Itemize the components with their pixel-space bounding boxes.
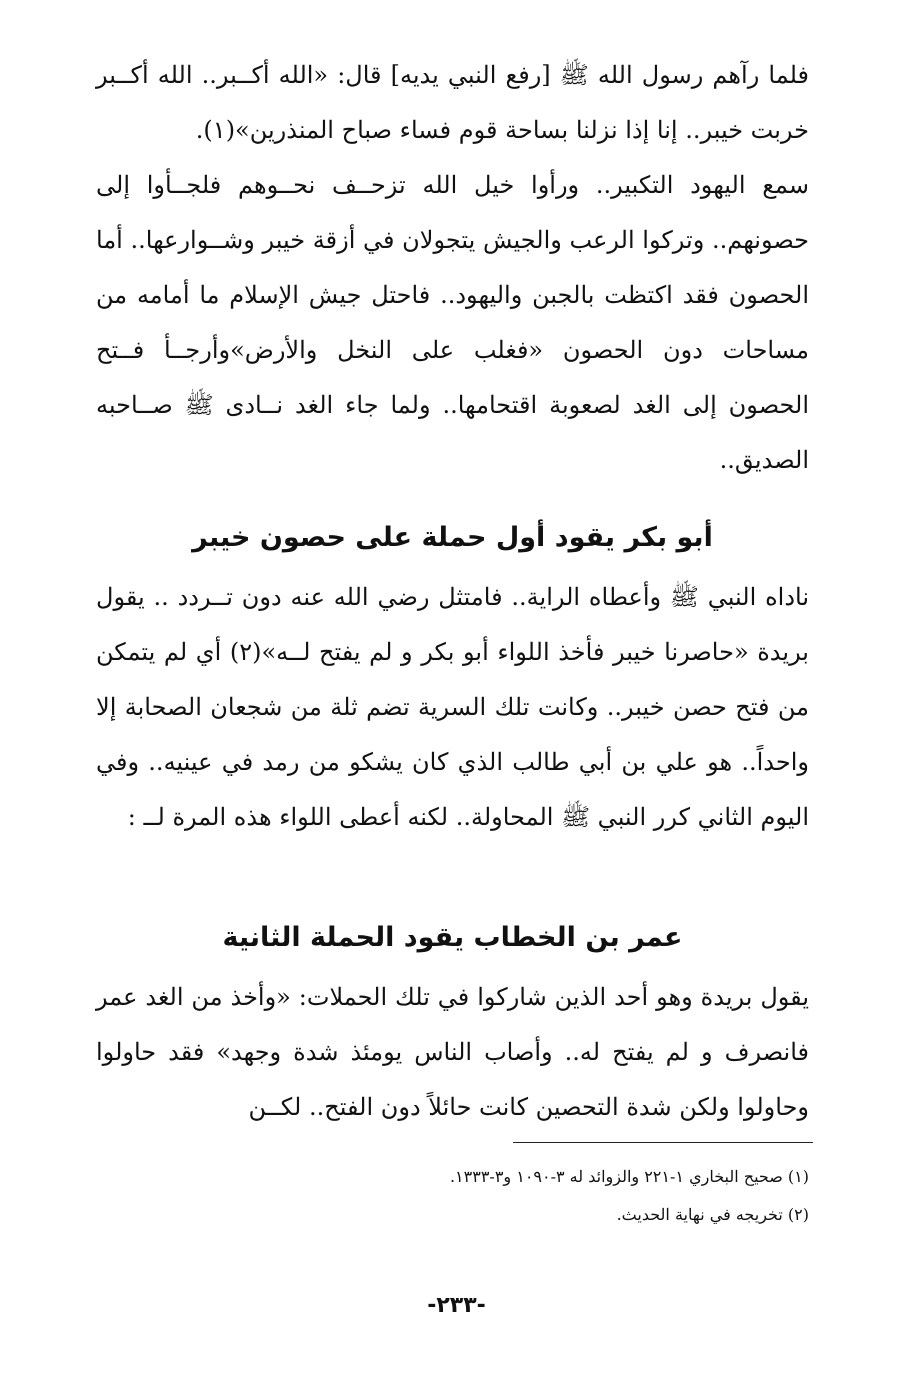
paragraph-1: فلما رآهم رسول الله ﷺ [رفع النبي يديه] قال: «الله أكــبر.. الله أكــبر خربت خيبر.. إنا إذا نزلنا بساحة قوم فساء صباح المنذرين»(١). xyxy=(96,61,809,144)
footnote-1: (١) صحيح البخاري ١-٢٢١ والزوائد له ٣-١٠٩٠ و٣-١٣٣٣. xyxy=(449,1167,809,1186)
section-heading-umar: عمر بن الخطاب يقود الحملة الثانية xyxy=(222,922,683,953)
page-number: -٢٣٣- xyxy=(427,1293,486,1318)
paragraph-4: يقول بريدة وهو أحد الذين شاركوا في تلك الحملات: «وأخذ من الغد عمر فانصرف و لم يفتح له.. وأصاب الناس يومئذ شدة وجهد» فقد حاولوا وحاولوا ولكن شدة التحصين كانت حائلاً دون الفتح.. لكــن xyxy=(96,983,809,1121)
footnote-2: (٢) تخريجه في نهاية الحديث. xyxy=(616,1205,809,1224)
footnote-divider xyxy=(513,1142,813,1143)
section-heading-abu-bakr: أبو بكر يقود أول حملة على حصون خيبر xyxy=(192,522,713,553)
paragraph-2: سمع اليهود التكبير.. ورأوا خيل الله تزحــف نحــوهم فلجــأوا إلى حصونهم.. وتركوا الرعب والجيش يتجولان في أزقة خيبر وشــوارعها.. أما الحصون فقد اكتظت بالجبن واليهود.. فاحتل جيش الإسلام ما أمامه من مساحات دون الحصون «فغلب على النخل والأرض»وأرجــأ فــتح الحصون إلى الغد لصعوبة اقتحامها.. ولما جاء الغد نــادى ﷺ صــاحبه الصديق.. xyxy=(96,171,809,474)
paragraph-3: ناداه النبي ﷺ وأعطاه الراية.. فامتثل رضي الله عنه دون تــردد .. يقول بريدة «حاصرنا خيبر فأخذ اللواء أبو بكر و لم يفتح لــه»(٢) أي لم يتمكن من فتح حصن خيبر.. وكانت تلك السرية تضم ثلة من شجعان الصحابة إلا واحداً.. هو علي بن أبي طالب الذي كان يشكو من رمد في عينيه.. وفي اليوم الثاني كرر النبي ﷺ المحاولة.. لكنه أعطى اللواء هذه المرة لــ : xyxy=(96,583,810,831)
